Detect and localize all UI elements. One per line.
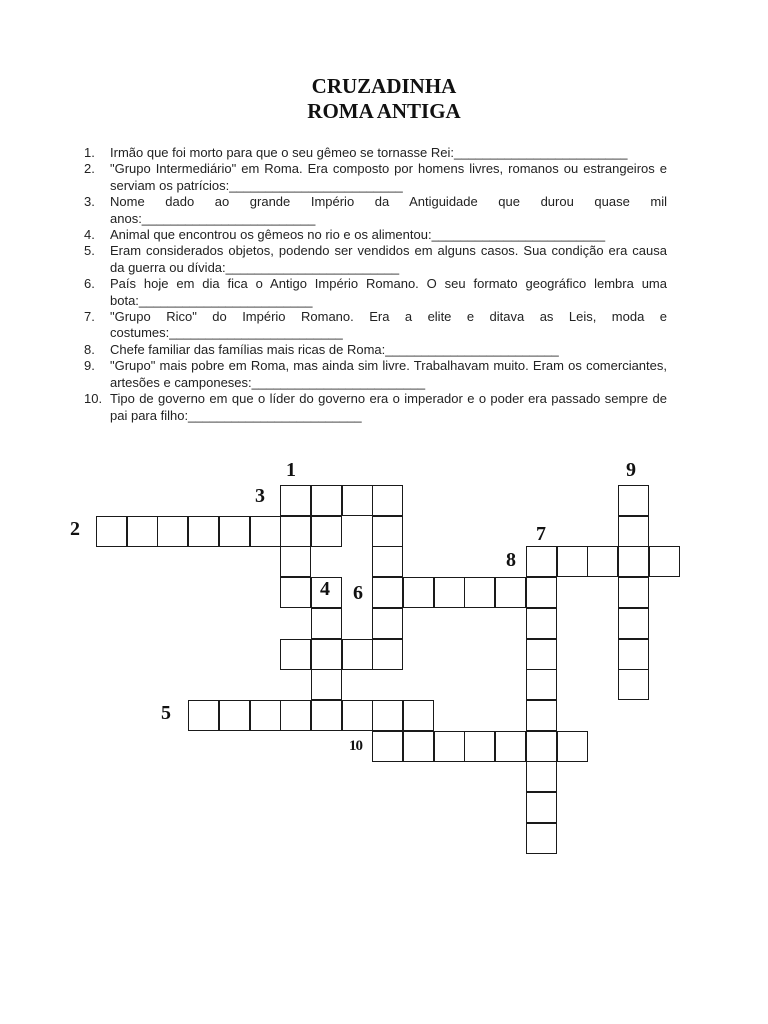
worksheet-title: CRUZADINHA <box>311 74 457 98</box>
clue-text: Irmão que foi morto para que o seu gêmeo se tornasse Rei:________________________ <box>110 145 628 160</box>
crossword-cell[interactable] <box>280 577 311 608</box>
crossword-cell[interactable] <box>618 516 649 547</box>
crossword-cell[interactable] <box>464 731 495 762</box>
crossword-cell[interactable] <box>372 608 403 639</box>
crossword-cell[interactable] <box>250 516 281 547</box>
crossword-cell[interactable] <box>96 516 127 547</box>
crossword-cell[interactable] <box>434 577 465 608</box>
crossword-number-6: 6 <box>353 582 363 604</box>
crossword-cell[interactable] <box>311 669 342 700</box>
clue-number: 6. <box>84 276 95 292</box>
clue-number: 7. <box>84 309 95 325</box>
crossword-cell[interactable] <box>219 700 250 731</box>
crossword-number-10: 10 <box>349 738 362 754</box>
crossword-cell[interactable] <box>280 700 311 731</box>
crossword-number-1: 1 <box>286 459 296 481</box>
clue-text: Nome dado ao grande Império da Antiguidade que durou quase mil anos:________________________ <box>110 194 667 226</box>
crossword-cell[interactable] <box>219 516 250 547</box>
crossword-cell[interactable] <box>372 485 403 516</box>
crossword-cell[interactable] <box>526 731 557 762</box>
crossword-cell[interactable] <box>280 485 311 516</box>
crossword-cell[interactable] <box>372 700 403 731</box>
clue-text: País hoje em dia fica o Antigo Império Romano. O seu formato geográfico lembra uma bota:________________________ <box>110 276 667 308</box>
crossword-cell[interactable] <box>495 577 526 608</box>
crossword-cell[interactable] <box>157 516 188 547</box>
clue-number: 2. <box>84 161 95 177</box>
crossword-cell[interactable] <box>618 639 649 670</box>
clue-number: 4. <box>84 227 95 243</box>
crossword-number-8: 8 <box>506 549 516 571</box>
clue-text: Tipo de governo em que o líder do governo era o imperador e o poder era passado sempre de pai para filho:________________________ <box>110 391 667 423</box>
clue-text: Chefe familiar das famílias mais ricas de Roma:________________________ <box>110 341 559 357</box>
crossword-cell[interactable] <box>372 546 403 577</box>
crossword-cell[interactable] <box>526 639 557 670</box>
crossword-cell[interactable] <box>618 546 649 577</box>
crossword-number-4: 4 <box>320 578 330 600</box>
crossword-cell[interactable] <box>526 577 557 608</box>
crossword-cell[interactable] <box>372 731 403 762</box>
crossword-cell[interactable] <box>526 823 557 854</box>
crossword-cell[interactable] <box>557 731 588 762</box>
clue-text: "Grupo Intermediário" em Roma. Era composto por homens livres, romanos ou estrangeiros e serviam os patrícios:________________________ <box>110 161 667 193</box>
crossword-cell[interactable] <box>618 669 649 700</box>
crossword-cell[interactable] <box>342 639 373 670</box>
crossword-cell[interactable] <box>280 546 311 577</box>
crossword-cell[interactable] <box>526 608 557 639</box>
crossword-cell[interactable] <box>618 577 649 608</box>
crossword-number-3: 3 <box>255 485 265 507</box>
crossword-cell[interactable] <box>311 608 342 639</box>
crossword-number-2: 2 <box>70 518 80 540</box>
crossword-cell[interactable] <box>618 608 649 639</box>
worksheet-subtitle: ROMA ANTIGA <box>307 99 461 123</box>
clue-number: 5. <box>84 243 95 259</box>
clue-number: 8. <box>84 341 95 357</box>
clue-number: 3. <box>84 194 95 210</box>
clue-number: 9. <box>84 358 95 374</box>
crossword-number-5: 5 <box>161 702 171 724</box>
clue-text: "Grupo Rico" do Império Romano. Era a elite e ditava as Leis, moda e costumes:________________________ <box>110 309 667 341</box>
crossword-cell[interactable] <box>526 700 557 731</box>
crossword-cell[interactable] <box>372 577 403 608</box>
crossword-cell[interactable] <box>188 516 219 547</box>
clue-text: "Grupo" mais pobre em Roma, mas ainda sim livre. Trabalhavam muito. Eram os comerciantes, artesões e camponeses:________________________ <box>110 358 667 390</box>
crossword-cell[interactable] <box>372 639 403 670</box>
crossword-cell[interactable] <box>434 731 465 762</box>
clue-number: 1. <box>84 145 95 160</box>
crossword-cell[interactable] <box>311 485 342 516</box>
crossword-cell[interactable] <box>618 485 649 516</box>
crossword-number-9: 9 <box>626 459 636 481</box>
crossword-cell[interactable] <box>557 546 588 577</box>
crossword-cell[interactable] <box>526 669 557 700</box>
crossword-cell[interactable] <box>526 546 557 577</box>
crossword-cell[interactable] <box>495 731 526 762</box>
clue-number: 10. <box>84 391 103 407</box>
crossword-cell[interactable] <box>311 639 342 670</box>
crossword-cell[interactable] <box>188 700 219 731</box>
crossword-cell[interactable] <box>403 577 434 608</box>
clue-text: Animal que encontrou os gêmeos no rio e os alimentou:________________________ <box>110 227 606 243</box>
crossword-cell[interactable] <box>311 516 342 547</box>
crossword-cell[interactable] <box>587 546 618 577</box>
crossword-cell[interactable] <box>280 516 311 547</box>
crossword-cell[interactable] <box>280 639 311 670</box>
crossword-cell[interactable] <box>526 761 557 792</box>
crossword-cell[interactable] <box>526 792 557 823</box>
crossword-cell[interactable] <box>464 577 495 608</box>
crossword-cell[interactable] <box>372 516 403 547</box>
crossword-number-7: 7 <box>536 523 546 545</box>
crossword-cell[interactable] <box>403 700 434 731</box>
crossword-cell[interactable] <box>127 516 158 547</box>
crossword-cell[interactable] <box>649 546 680 577</box>
crossword-cell[interactable] <box>311 700 342 731</box>
crossword-cell[interactable] <box>250 700 281 731</box>
crossword-cell[interactable] <box>342 485 373 516</box>
crossword-cell[interactable] <box>403 731 434 762</box>
crossword-cell[interactable] <box>342 700 373 731</box>
clue-text: Eram considerados objetos, podendo ser vendidos em alguns casos. Sua condição era causa da guerra ou dívida:________________________ <box>110 243 667 275</box>
